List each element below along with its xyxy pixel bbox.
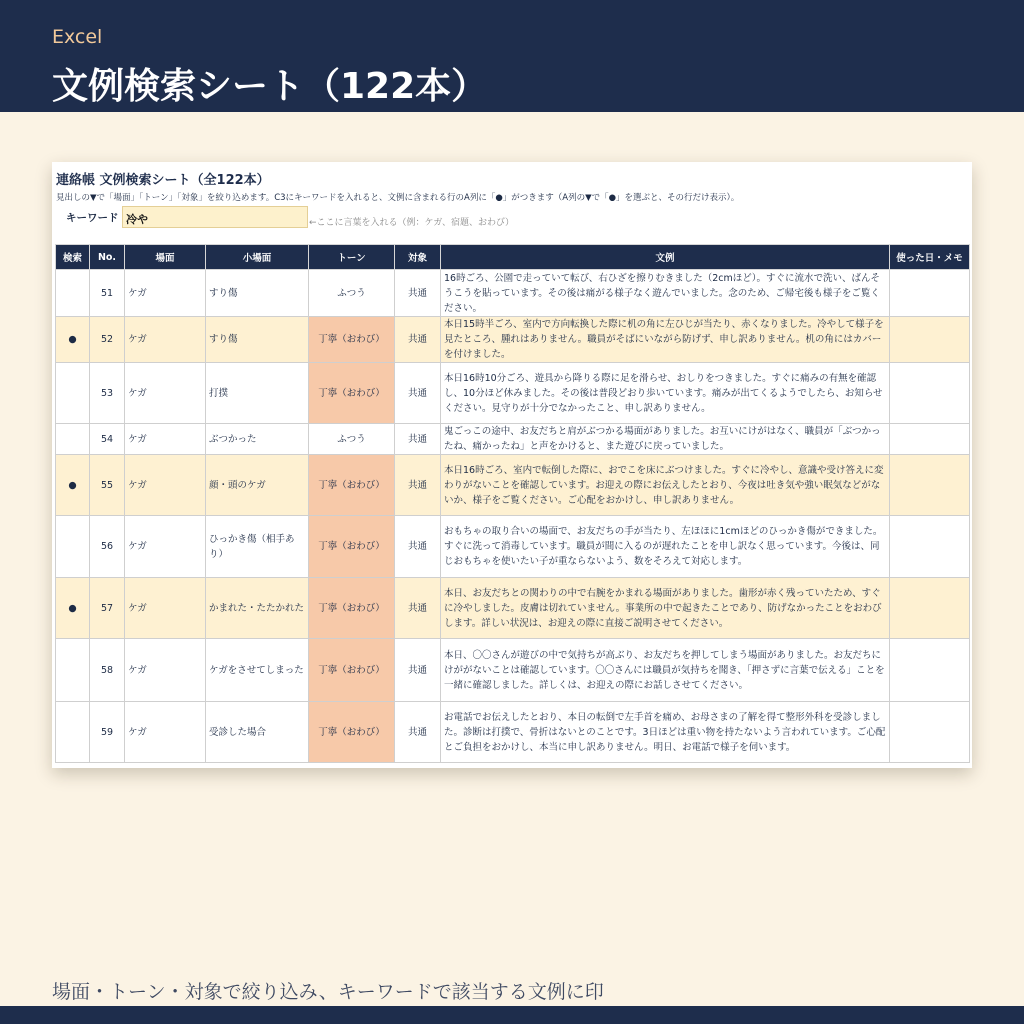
memo-cell[interactable] xyxy=(890,455,970,516)
tone-cell[interactable]: 丁寧（おわび） xyxy=(309,578,395,639)
tone-cell[interactable]: ふつう xyxy=(309,270,395,317)
memo-cell[interactable] xyxy=(890,702,970,763)
tone-cell[interactable]: 丁寧（おわび） xyxy=(309,639,395,702)
example-cell[interactable]: お電話でお伝えしたとおり、本日の転倒で左手首を痛め、お母さまの了解を得て整形外科を受診しました。診断は打撲で、骨折はないとのことです。3日ほどは重い物を持たないよう言われています。ご心配とご負担をおかけし、本当に申し訳ありません。明日、お電話で様子を伺います。 xyxy=(441,702,890,763)
scene-cell[interactable]: ケガ xyxy=(125,363,206,424)
no-cell[interactable]: 57 xyxy=(90,578,125,639)
subscene-cell[interactable]: ひっかき傷（相手あり） xyxy=(206,516,309,578)
footer-bar xyxy=(0,1006,1024,1024)
example-cell[interactable]: 本日、〇〇さんが遊びの中で気持ちが高ぶり、お友だちを押してしまう場面がありました。お友だちにけががないことは確認しています。〇〇さんには職員が気持ちを聞き、「押さずに言葉で伝える」ことを一緒に確認しました。詳しくは、お迎えの際にお話しさせてください。 xyxy=(441,639,890,702)
scene-cell[interactable]: ケガ xyxy=(125,516,206,578)
search-mark-cell[interactable] xyxy=(56,363,90,424)
memo-cell[interactable] xyxy=(890,363,970,424)
header-row xyxy=(56,245,970,270)
no-cell[interactable]: 53 xyxy=(90,363,125,424)
target-cell[interactable]: 共通 xyxy=(395,270,441,317)
scene-cell[interactable]: ケガ xyxy=(125,270,206,317)
tone-cell[interactable]: 丁寧（おわび） xyxy=(309,455,395,516)
scene-cell[interactable]: ケガ xyxy=(125,455,206,516)
no-cell[interactable]: 52 xyxy=(90,317,125,363)
example-cell[interactable]: 本日15時半ごろ、室内で方向転換した際に机の角に左ひじが当たり、赤くなりました。冷やして様子を見たところ、腫れはありません。職員がそばにいながら防げず、申し訳ありません。机の角にはカバーを付けました。 xyxy=(441,317,890,363)
example-cell[interactable]: おもちゃの取り合いの場面で、お友だちの手が当たり、左ほほに1cmほどのひっかき傷ができました。すぐに洗って消毒しています。職員が間に入るのが遅れたことを申し訳なく思っています。今後は、同じおもちゃを使いたい子が重ならないよう、数をそろえて対応します。 xyxy=(441,516,890,578)
table-row[interactable] xyxy=(56,516,970,578)
search-mark-cell[interactable]: ● xyxy=(56,455,90,516)
tone-cell[interactable]: 丁寧（おわび） xyxy=(309,363,395,424)
tone-cell[interactable]: 丁寧（おわび） xyxy=(309,516,395,578)
subscene-cell[interactable]: 打撲 xyxy=(206,363,309,424)
no-cell[interactable]: 55 xyxy=(90,455,125,516)
spreadsheet xyxy=(52,162,972,768)
no-cell[interactable]: 59 xyxy=(90,702,125,763)
table-row[interactable] xyxy=(56,455,970,516)
scene-cell[interactable]: ケガ xyxy=(125,702,206,763)
table-row[interactable] xyxy=(56,270,970,317)
scene-cell[interactable]: ケガ xyxy=(125,317,206,363)
subscene-cell[interactable]: すり傷 xyxy=(206,317,309,363)
tone-cell[interactable]: 丁寧（おわび） xyxy=(309,702,395,763)
app-name: Excel xyxy=(52,26,103,48)
search-mark-cell[interactable]: ● xyxy=(56,317,90,363)
target-cell[interactable]: 共通 xyxy=(395,578,441,639)
keyword-hint: ←ここに言葉を入れる（例：ケガ、宿題、おわび） xyxy=(309,218,515,228)
example-table xyxy=(55,244,970,763)
subscene-cell[interactable]: ケガをさせてしまった xyxy=(206,639,309,702)
subscene-cell[interactable]: かまれた・たたかれた xyxy=(206,578,309,639)
scene-cell[interactable]: ケガ xyxy=(125,639,206,702)
no-cell[interactable]: 51 xyxy=(90,270,125,317)
target-cell[interactable]: 共通 xyxy=(395,639,441,702)
header-tone[interactable]: トーン xyxy=(309,245,395,270)
table-row[interactable] xyxy=(56,702,970,763)
example-cell[interactable]: 本日、お友だちとの関わりの中で右腕をかまれる場面がありました。歯形が赤く残っていたため、すぐに冷やしました。皮膚は切れていません。事業所の中で起きたことであり、防げなかったことをおわびします。詳しい状況は、お迎えの際に直接ご説明させてください。 xyxy=(441,578,890,639)
search-mark-cell[interactable]: ● xyxy=(56,578,90,639)
search-mark-cell[interactable] xyxy=(56,639,90,702)
keyword-label: キーワード xyxy=(66,212,119,224)
table-row[interactable] xyxy=(56,578,970,639)
target-cell[interactable]: 共通 xyxy=(395,424,441,455)
subscene-cell[interactable]: ぶつかった xyxy=(206,424,309,455)
keyword-input[interactable]: 冷や xyxy=(122,206,308,228)
table-row[interactable] xyxy=(56,639,970,702)
target-cell[interactable]: 共通 xyxy=(395,455,441,516)
page-title: 文例検索シート（122本） xyxy=(52,66,488,107)
target-cell[interactable]: 共通 xyxy=(395,317,441,363)
target-cell[interactable]: 共通 xyxy=(395,363,441,424)
no-cell[interactable]: 56 xyxy=(90,516,125,578)
example-cell[interactable]: 16時ごろ、公園で走っていて転び、右ひざを擦りむきました（2cmほど）。すぐに流水で洗い、ばんそうこうを貼っています。その後は痛がる様子なく遊んでいました。念のため、ご帰宅後も様子をご覧ください。 xyxy=(441,270,890,317)
memo-cell[interactable] xyxy=(890,578,970,639)
sheet-description: 見出しの▼で「場面」「トーン」「対象」を絞り込めます。C3にキーワードを入れると、文例に含まれる行のA列に「●」がつきます（A列の▼で「●」を選ぶと、その行だけ表示）。 xyxy=(56,193,740,203)
header-search[interactable]: 検索 xyxy=(56,245,90,270)
header-no[interactable]: No. xyxy=(90,245,125,270)
header-memo[interactable]: 使った日・メモ xyxy=(890,245,970,270)
tone-cell[interactable]: ふつう xyxy=(309,424,395,455)
table-row[interactable] xyxy=(56,317,970,363)
subscene-cell[interactable]: 顔・頭のケガ xyxy=(206,455,309,516)
search-mark-cell[interactable] xyxy=(56,516,90,578)
header-subscene[interactable]: 小場面 xyxy=(206,245,309,270)
subscene-cell[interactable]: すり傷 xyxy=(206,270,309,317)
memo-cell[interactable] xyxy=(890,317,970,363)
example-cell[interactable]: 鬼ごっこの途中、お友だちと肩がぶつかる場面がありました。お互いにけがはなく、職員が「ぶつかったね、痛かったね」と声をかけると、また遊びに戻っていました。 xyxy=(441,424,890,455)
caption: 場面・トーン・対象で絞り込み、キーワードで該当する文例に印 xyxy=(52,981,604,1003)
memo-cell[interactable] xyxy=(890,424,970,455)
header-example[interactable]: 文例 xyxy=(441,245,890,270)
memo-cell[interactable] xyxy=(890,516,970,578)
no-cell[interactable]: 58 xyxy=(90,639,125,702)
example-cell[interactable]: 本日16時ごろ、室内で転倒した際に、おでこを床にぶつけました。すぐに冷やし、意識や受け答えに変わりがないことを確認しています。お迎えの際にお伝えしたとおり、今夜は吐き気や強い眠気などがないか、様子をご覧ください。ご心配をおかけし、申し訳ありません。 xyxy=(441,455,890,516)
memo-cell[interactable] xyxy=(890,270,970,317)
table-row[interactable] xyxy=(56,424,970,455)
scene-cell[interactable]: ケガ xyxy=(125,424,206,455)
subscene-cell[interactable]: 受診した場合 xyxy=(206,702,309,763)
target-cell[interactable]: 共通 xyxy=(395,702,441,763)
table-row[interactable] xyxy=(56,363,970,424)
memo-cell[interactable] xyxy=(890,639,970,702)
example-cell[interactable]: 本日16時10分ごろ、遊具から降りる際に足を滑らせ、おしりをつきました。すぐに痛みの有無を確認し、10分ほど休みました。その後は普段どおり歩いています。痛みが出てくるようでしたら、お知らせください。見守りが十分でなかったこと、申し訳ありません。 xyxy=(441,363,890,424)
title-banner xyxy=(0,0,1024,112)
header-scene[interactable]: 場面 xyxy=(125,245,206,270)
search-mark-cell[interactable] xyxy=(56,270,90,317)
header-target[interactable]: 対象 xyxy=(395,245,441,270)
scene-cell[interactable]: ケガ xyxy=(125,578,206,639)
target-cell[interactable]: 共通 xyxy=(395,516,441,578)
no-cell[interactable]: 54 xyxy=(90,424,125,455)
sheet-title: 連絡帳 文例検索シート（全122本） xyxy=(56,173,270,188)
tone-cell[interactable]: 丁寧（おわび） xyxy=(309,317,395,363)
search-mark-cell[interactable] xyxy=(56,702,90,763)
search-mark-cell[interactable] xyxy=(56,424,90,455)
